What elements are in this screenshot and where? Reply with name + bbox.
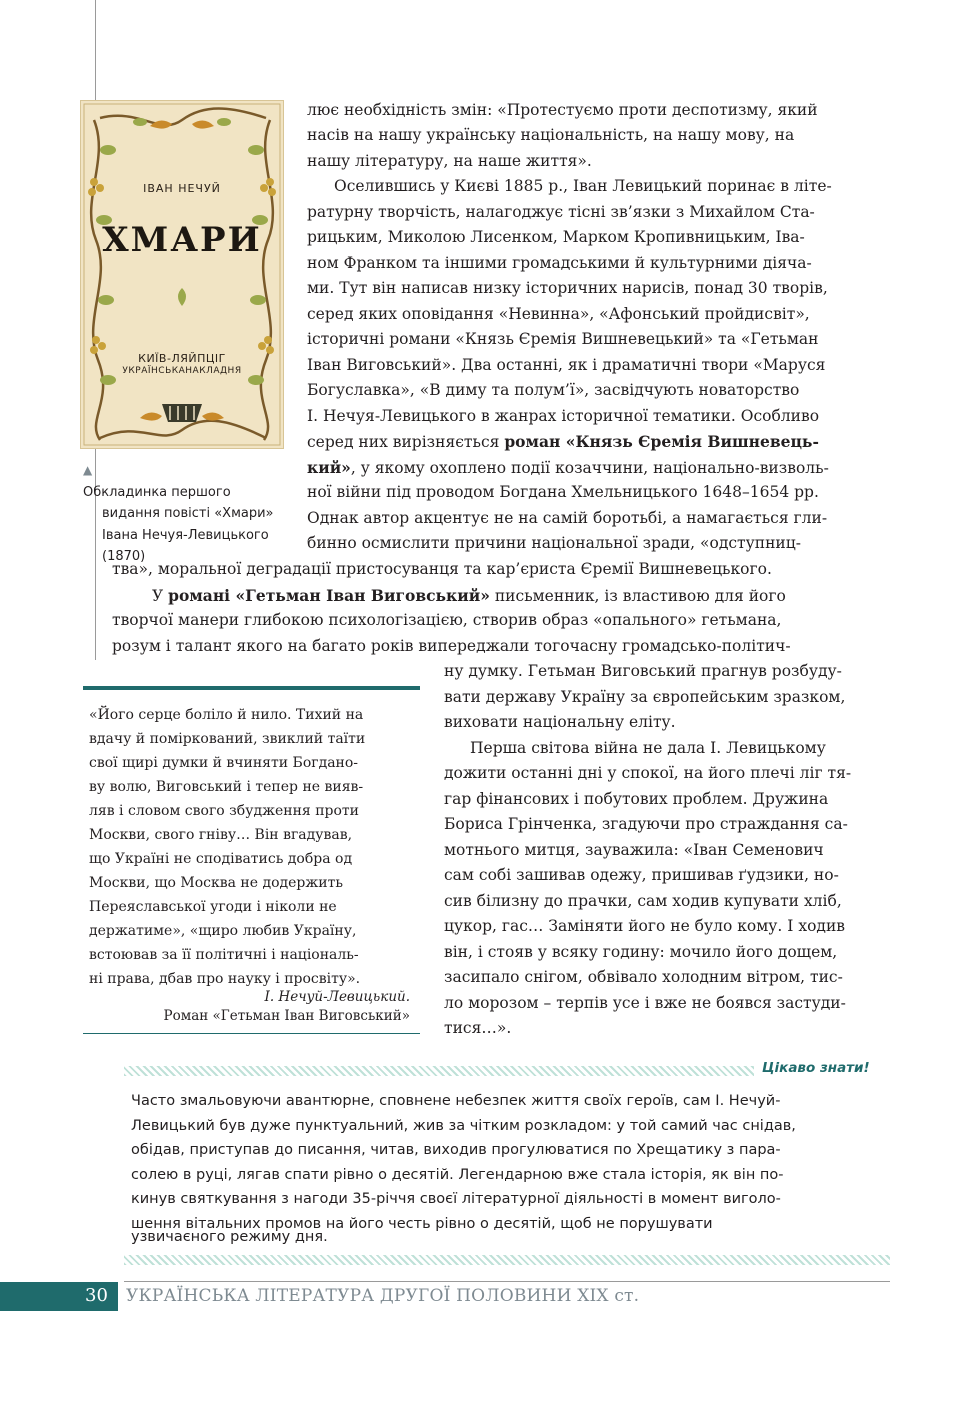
body-line: ну думку. Гетьман Виговський прагнув розбуду- (444, 662, 842, 680)
running-title: УКРАЇНСЬКА ЛІТЕРАТУРА ДРУГОЇ ПОЛОВИНИ XIX ст. (126, 1286, 640, 1306)
quote-line: Переяславської угоди і ніколи не (89, 899, 337, 915)
body-line: Оселившись у Києві 1885 р., Іван Левицький поринає в літе- (334, 177, 832, 195)
caption-line: Обкладинка першого (83, 484, 231, 500)
cover-author: ІВАН НЕЧУЙ (143, 182, 221, 195)
body-line: насів на нашу українську національність, на нашу мову, на (307, 126, 795, 144)
body-line: тва», моральної деградації пристосуванця та кар’єриста Єремії Вишневецького. (112, 560, 772, 578)
caption-line: видання повісті «Хмари» (102, 506, 274, 521)
quote-line: Москви, свого гніву… Він вгадував, (89, 827, 353, 843)
body-line: виховати національну еліту. (444, 713, 676, 731)
quote-line: ляв і словом свого збудження проти (89, 803, 359, 819)
body-line: тися…». (444, 1019, 512, 1037)
quote-top-rule (83, 686, 420, 690)
quote-bottom-rule (83, 1033, 420, 1034)
body-line: цукор, гас… Заміняти його не було кому. І ходив (444, 917, 846, 935)
body-line: Богуславка», «В диму та полум’ї», засвідчують новаторство (307, 381, 800, 399)
body-line: ло морозом – терпів усе і вже не боявся застуди- (444, 994, 846, 1012)
body-line: У романі «Гетьман Іван Виговський» письменник, із властивою для його (152, 586, 786, 605)
body-line: дожити останні дні у спокої, на його плечі ліг тя- (444, 764, 852, 782)
body-line: Бориса Грінченка, згадуючи про страждання са- (444, 815, 848, 833)
know-line: Левицький був дуже пунктуальний, жив за чітким розкладом: у той самий час снідав, (131, 1118, 796, 1134)
body-line: кий», у якому охоплено події козаччини, національно-визволь- (307, 458, 829, 477)
body-line: бинно осмислити причини національної зради, «одступниц- (307, 534, 801, 552)
image-caption (83, 460, 288, 568)
quote-line: що Україні не сподіватись добра од (89, 851, 353, 867)
body-line: серед них вирізняється роман «Князь Єремія Вишневець- (307, 432, 819, 451)
decorative-band-bottom (124, 1255, 890, 1265)
know-line: узвичаєного режиму дня. (131, 1229, 328, 1245)
body-line: лює необхідність змін: «Протестуємо проти деспотизму, який (307, 101, 818, 119)
footer-rule (124, 1281, 890, 1282)
quote-line: вдачу й поміркований, звиклий таїти (89, 731, 366, 747)
body-line: Перша світова війна не дала І. Левицькому (470, 739, 826, 757)
body-line: ми. Тут він написав низку історичних нарисів, понад 30 творів, (307, 279, 828, 297)
body-line: сив білизну до прачки, сам ходив купувати хліб, (444, 892, 842, 910)
body-line: творчої манери глибокою психологізацією, створив образ «опального» гетьмана, (112, 611, 782, 629)
cover-publisher-line1: КИЇВ-ЛЯЙПЦІГ (138, 352, 226, 365)
body-line: вати державу Україну за європейським зразком, (444, 688, 846, 706)
body-line: Іван Виговський». Два останні, як і драматичні твори «Маруся (307, 356, 826, 374)
body-line: засипало снігом, обвівало холодним вітром, тис- (444, 968, 843, 986)
body-line: рицьким, Миколою Лисенком, Марком Кропивницьким, Іва- (307, 228, 805, 246)
body-line: мотнього митця, зауважила: «Іван Семенович (444, 841, 824, 859)
quote-line: свої щирі думки й вчиняти Богдано- (89, 755, 359, 771)
cover-ornament (80, 100, 284, 449)
know-line: кинув святкування з нагоди 35-річчя своєї літературної діяльності в момент виголо- (131, 1191, 781, 1207)
body-line: сам собі зашивав одежу, пришивав ґудзики, но- (444, 866, 839, 884)
quote-line: «Його серце боліло й нило. Тихий на (89, 707, 364, 723)
body-line: І. Нечуя-Левицького в жанрах історичної тематики. Особливо (307, 407, 820, 425)
quote-line: держатиме», «щиро любив Україну, (89, 923, 357, 939)
body-line: серед яких оповідання «Невинна», «Афонський пройдисвіт», (307, 305, 810, 323)
cover-title: ХМАРИ (102, 220, 262, 260)
triangle-up-icon: ▲ (83, 463, 93, 477)
quote-line: ні права, дбав про науку і просвіту». (89, 971, 361, 987)
know-line: обідав, приступав до писання, читав, виходив прогулюватися по Хрещатику з пара- (131, 1142, 781, 1158)
know-line: солею в руці, лягав спати рівно о десятій. Легендарною вже стала історія, як він по- (131, 1167, 784, 1183)
cover-publisher-line2: УКРАЇНСЬКАНАКЛАДНЯ (122, 366, 242, 376)
body-line: гар фінансових і побутових проблем. Дружина (444, 790, 829, 808)
caption-line: (1870) (102, 549, 146, 564)
body-line: Однак автор акцентує не на самій боротьбі, а намагається гли- (307, 509, 828, 527)
body-line: нашу літературу, на наше життя». (307, 152, 592, 170)
body-line: ної війни під проводом Богдана Хмельницького 1648–1654 рр. (307, 483, 819, 501)
quote-author: І. Нечуй-Левицький. (264, 989, 410, 1005)
book-cover-image (80, 100, 284, 449)
caption-line: Івана Нечуя-Левицького (102, 527, 269, 543)
page-number: 30 (85, 1285, 108, 1306)
quote-source: Роман «Гетьман Іван Виговський» (163, 1008, 410, 1024)
quote-line: встоював за її політичні і національ- (89, 947, 359, 963)
body-line: ном Франком та іншими громадськими й культурними діяча- (307, 254, 812, 272)
body-line: ратурну творчість, налагоджує тісні зв’язки з Михайлом Ста- (307, 203, 815, 221)
quote-line: Москви, що Москва не додержить (89, 875, 343, 891)
know-line: Часто змальовуючи авантюрне, сповнене небезпек життя своїх героїв, сам І. Нечуй- (131, 1093, 781, 1109)
know-line: шення вітальних промов на його честь рівно о десятій, щоб не порушувати (131, 1216, 713, 1232)
decorative-band-top (124, 1066, 754, 1076)
body-line: історичні романи «Князь Єремія Вишневецький» та «Гетьман (307, 330, 819, 348)
did-you-know-title: Цікаво знати! (762, 1060, 870, 1076)
quote-line: ву волю, Виговський і тепер не вияв- (89, 779, 364, 795)
body-line: він, і стояв у всяку годину: мочило його дощем, (444, 943, 838, 961)
body-line: розум і талант якого на багато років випереджали тогочасну громадсько-політич- (112, 637, 791, 655)
